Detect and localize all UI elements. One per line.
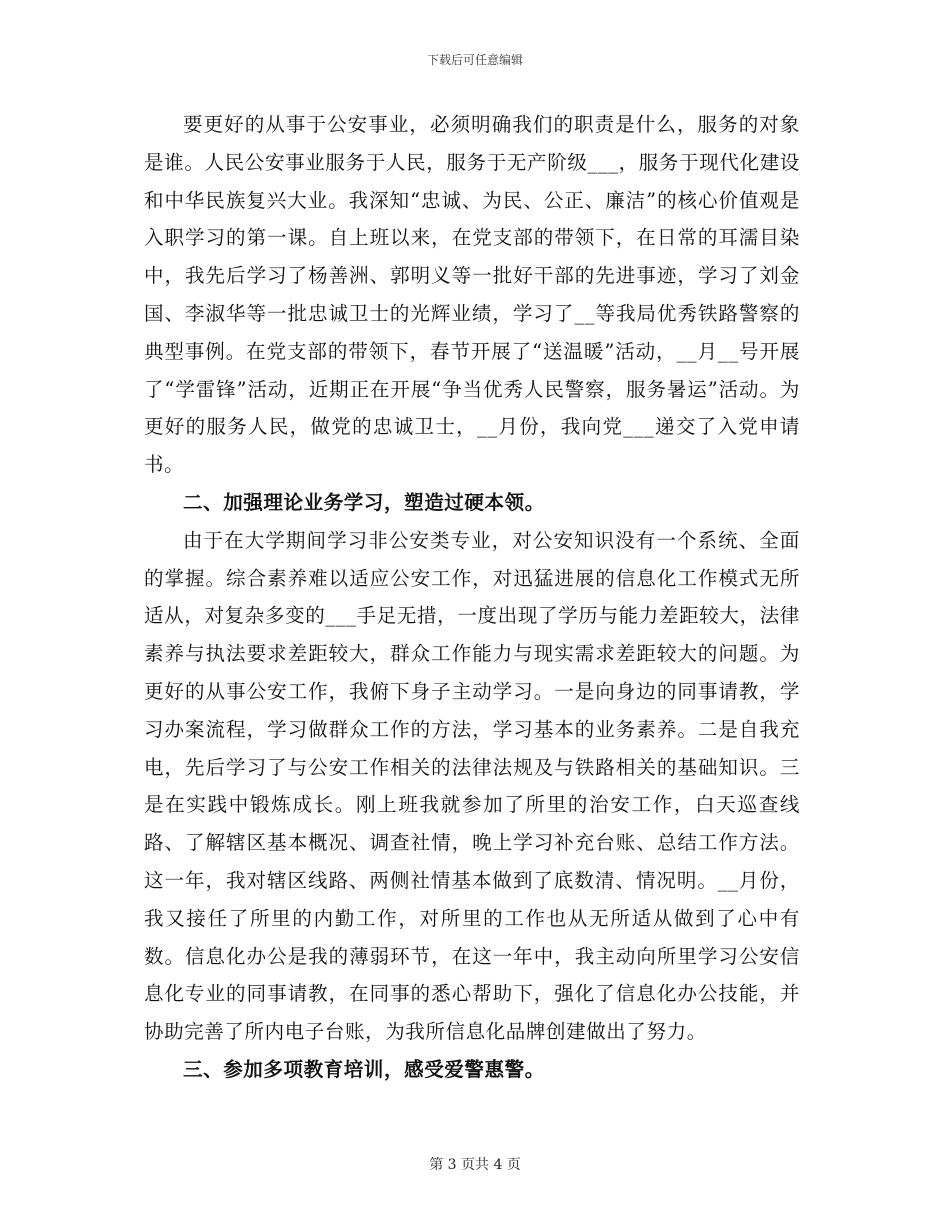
section-heading-3: 三、参加多项教育培训，感受爱警惠警。	[183, 1057, 545, 1081]
document-body	[144, 106, 800, 1089]
page-header: 下载后可任意编辑	[426, 53, 523, 67]
paragraph-duty: 要更好的从事于公安事业，必须明确我们的职责是什么，服务的对象是谁。人民公安事业服务于人民，服务于无产阶级___，服务于现代化建设和中华民族复兴大业。我深知“忠诚、为民、公正、廉洁”的核心价值观是入职学习的第一课。自上班以来，在党支部的带领下，在日常的耳濡目染中，我先后学习了杨善洲、郭明义等一批好干部的先进事迹，学习了刘金国、李淑华等一批忠诚卫士的光辉业绩，学习了__等我局优秀铁路警察的典型事例。在党支部的带领下，春节开展了“送温暖”活动，__月__号开展了“学雷锋”活动，近期正在开展“争当优秀人民警察，服务暑运”活动。为更好的服务人民，做党的忠诚卫士，__月份，我向党___递交了入党申请书。	[144, 113, 800, 477]
paragraph-study: 由于在大学期间学习非公安类专业，对公安知识没有一个系统、全面的掌握。综合素养难以适应公安工作，对迅猛进展的信息化工作模式无所适从，对复杂多变的___手足无措，一度出现了学历与能力差距较大，法律素养与执法要求差距较大，群众工作能力与现实需求差距较大的问题。为更好的从事公安工作，我俯下身子主动学习。一是向身边的同事请教，学习办案流程，学习做群众工作的方法，学习基本的业务素养。二是自我充电，先后学习了与公安工作相关的法律法规及与铁路相关的基础知识。三是在实践中锻炼成长。刚上班我就参加了所里的治安工作，白天巡查线路、了解辖区基本概况、调查社情，晚上学习补充台账、总结工作方法。这一年，我对辖区线路、两侧社情基本做到了底数清、情况明。__月份，我又接任了所里的内勤工作，对所里的工作也从无所适从做到了心中有数。信息化办公是我的薄弱环节，在这一年中，我主动向所里学习公安信息化专业的同事请教，在同事的悉心帮助下，强化了信息化办公技能，并协助完善了所内电子台账，为我所信息化品牌创建做出了努力。	[144, 528, 800, 1044]
section-heading-2: 二、加强理论业务学习，塑造过硬本领。	[183, 490, 545, 514]
page-number: 第 3 页共 4 页	[429, 1157, 521, 1173]
